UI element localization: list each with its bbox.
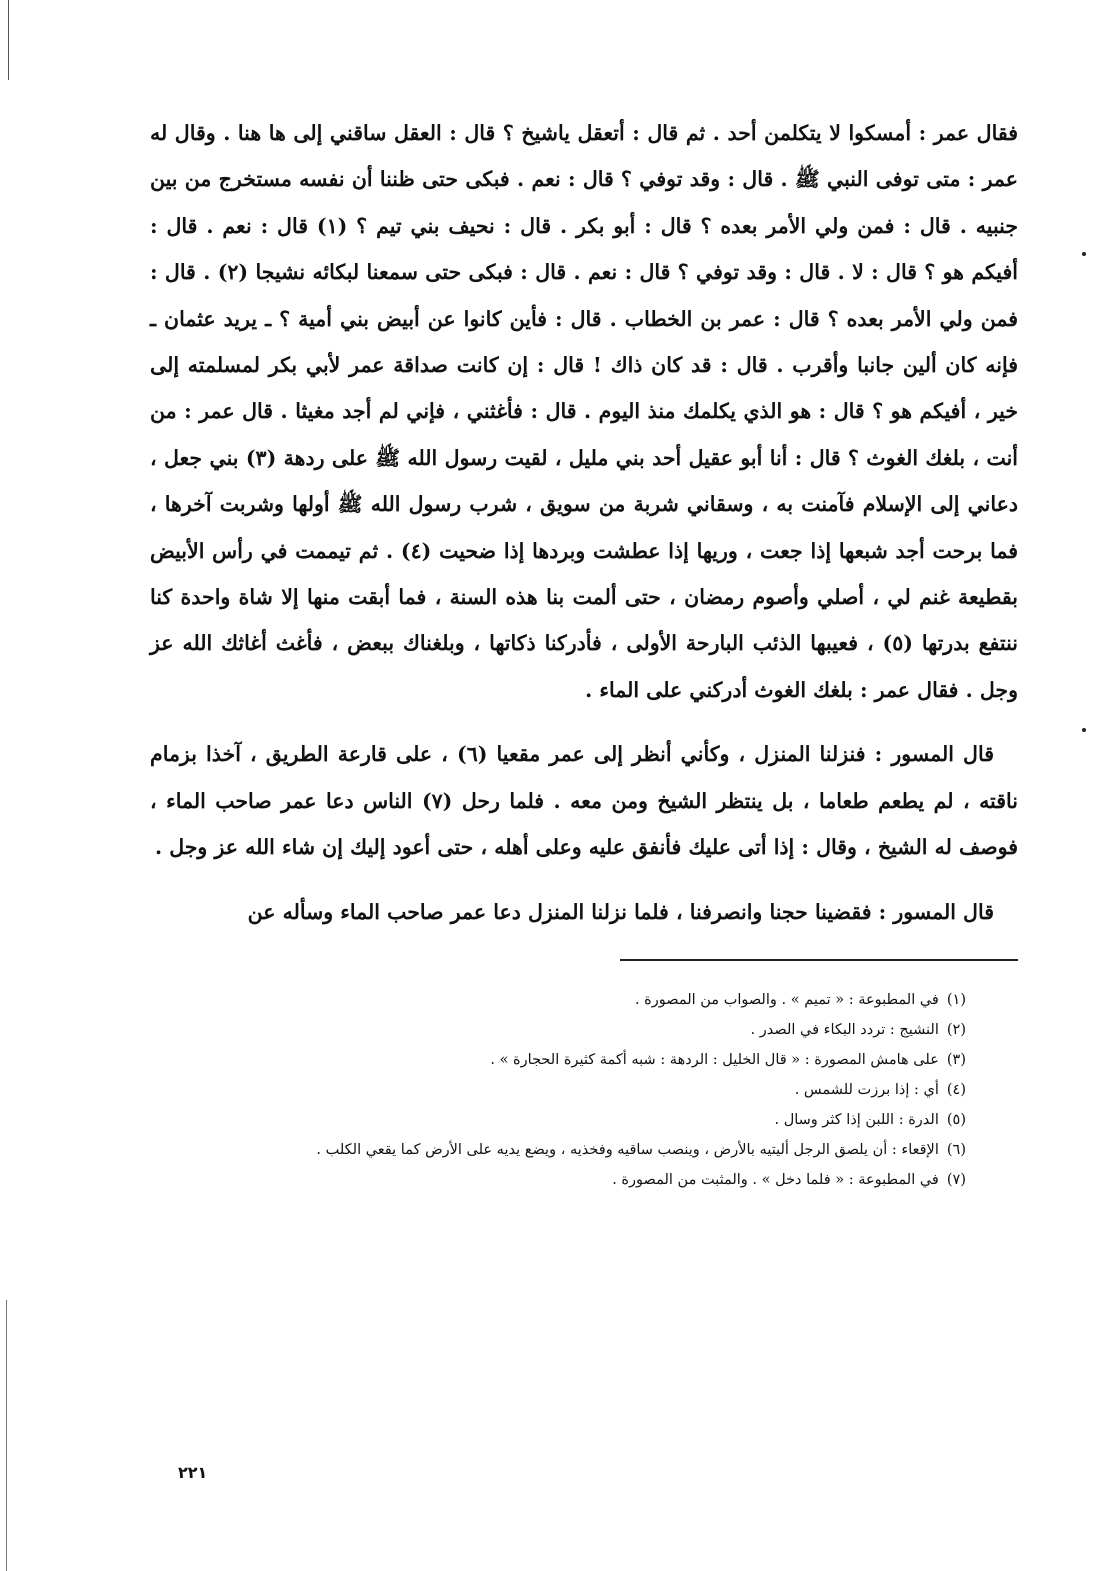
paragraph: قال المسور : فقضينا حجنا وانصرفنا ، فلما نزلنا المنزل دعا عمر صاحب الماء وسأله عن bbox=[247, 899, 994, 924]
footnote-item bbox=[150, 1105, 966, 1135]
footnote-item bbox=[150, 1075, 966, 1105]
footnote-number: (٥) bbox=[946, 1111, 966, 1128]
footnote-text: على هامش المصورة : « قال الخليل : الردهة : شبه أكمة كثيرة الحجارة » . bbox=[490, 1051, 939, 1068]
footnote-number: (٣) bbox=[946, 1051, 966, 1068]
paragraph: قال المسور : فنزلنا المنزل ، وكأني أنظر إلى عمر مقعيا (٦) ، على قارعة الطريق ، آخذا بزمام ناقته ، لم يطعم طعاما ، بل ينتظر الشيخ ومن معه . فلما رحل (٧) الناس دعا عمر صاحب الماء ، فوصف له الشيخ ، وقال : إذا أتى عليك فأنفق عليه وعلى أهله ، حتى أعود إليك إن شاء الله عز وجل . bbox=[150, 742, 1018, 860]
footnote-item bbox=[150, 1045, 966, 1075]
footnotes-list bbox=[150, 985, 966, 1195]
paragraph: فقال عمر : أمسكوا لا يتكلمن أحد . ثم قال : أتعقل ياشيخ ؟ قال : العقل ساقني إلى ها هنا . وقال له عمر : متى توفى النبي ﷺ . قال : وقد توفي ؟ قال : نعم . فبكى حتى ظننا أن نفسه مستخرج من بين جنبيه . قال : فمن ولي الأمر بعده ؟ قال : أبو بكر . قال : نحيف بني تيم ؟ (١) قال : نعم . قال : أفيكم هو ؟ قال : لا . قال : وقد توفي ؟ قال : نعم . قال : فبكى حتى سمعنا لبكائه نشيجا (٢) . قال : فمن ولي الأمر بعده ؟ قال : عمر بن الخطاب . قال : فأين كانوا عن أبيض بني أمية ؟ ـ يريد عثمان ـ فإنه كان ألين جانبا وأقرب . قال : قد كان ذاك ! قال : إن كانت صداقة عمر لأبي بكر لمسلمته إلى خير ، أفيكم هو ؟ قال : هو الذي يكلمك منذ اليوم . قال : فأغثني ، فإني لم أجد مغيثا . قال عمر : من أنت ، بلغك الغوث ؟ قال : أنا أبو عقيل أحد بني مليل ، لقيت رسول الله ﷺ على ردهة (٣) بني جعل ، دعاني إلى الإسلام فآمنت به ، وسقاني شربة من سويق ، شرب رسول الله ﷺ أولها وشربت آخرها ، فما برحت أجد شبعها إذا جعت ، وريها إذا عطشت وبردها إذا ضحيت (٤) . ثم تيممت في رأس الأبيض بقطيعة غنم لي ، أصلي وأصوم رمضان ، حتى ألمت بنا هذه السنة ، فما أبقت منها إلا شاة واحدة كنا ننتفع بدرتها (٥) ، فعيبها الذئب البارحة الأولى ، فأدركنا ذكاتها ، وبلغناك ببعض ، فأغث أغاثك الله عز وجل . فقال عمر : بلغك الغوث أدركني على الماء . bbox=[150, 121, 1018, 702]
footnote-number: (١) bbox=[946, 991, 966, 1008]
scan-speck bbox=[1082, 252, 1086, 256]
footnote-text: النشيج : تردد البكاء في الصدر . bbox=[750, 1021, 939, 1038]
footnote-text: أي : إذا برزت للشمس . bbox=[794, 1081, 939, 1098]
page-number: ٢٢١ bbox=[178, 1463, 208, 1482]
footnote-divider bbox=[620, 959, 1018, 961]
book-page bbox=[150, 110, 1018, 1195]
footnote-item bbox=[150, 1015, 966, 1045]
footnote-text: في المطبوعة : « تميم » . والصواب من المصورة . bbox=[634, 991, 939, 1008]
footnote-item bbox=[150, 1135, 966, 1165]
footnote-item bbox=[150, 1165, 966, 1195]
footnote-number: (٤) bbox=[946, 1081, 966, 1098]
footnote-number: (٢) bbox=[946, 1021, 966, 1038]
footnote-number: (٧) bbox=[946, 1171, 966, 1188]
scan-edge-line-bottom bbox=[6, 1300, 7, 1571]
footnote-text: الإقعاء : أن يلصق الرجل أليتيه بالأرض ، وينصب ساقيه وفخذيه ، ويضع يديه على الأرض كما يقعي الكلب . bbox=[316, 1141, 939, 1158]
footnote-text: في المطبوعة : « فلما دخل » . والمثبت من المصورة . bbox=[612, 1171, 939, 1188]
footnote-item bbox=[150, 985, 966, 1015]
footnote-number: (٦) bbox=[946, 1141, 966, 1158]
main-text bbox=[150, 110, 1018, 935]
scan-speck bbox=[1082, 728, 1086, 732]
footnote-text: الدرة : اللبن إذا كثر وسال . bbox=[774, 1111, 939, 1128]
scan-edge-line-top bbox=[8, 0, 9, 80]
